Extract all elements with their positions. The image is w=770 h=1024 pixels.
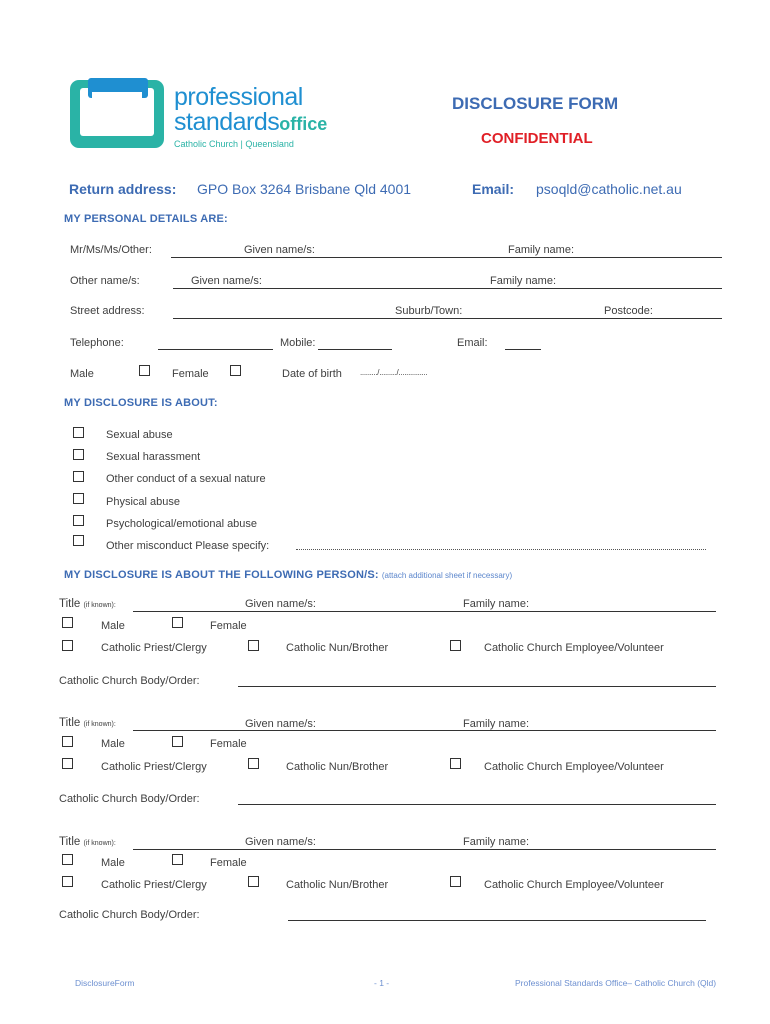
person2-female-label: Female <box>210 738 247 750</box>
physical-abuse-label: Physical abuse <box>106 496 180 508</box>
psychological-abuse-label: Psychological/emotional abuse <box>106 518 258 530</box>
personal-email-field[interactable] <box>505 349 541 350</box>
logo-line2a: standards <box>174 108 280 136</box>
person1-female-checkbox[interactable] <box>172 617 183 628</box>
person2-priest-label: Catholic Priest/Clergy <box>101 761 207 773</box>
person2-family-label: Family name: <box>463 718 530 730</box>
persons-heading-text: MY DISCLOSURE IS ABOUT THE FOLLOWING PERSON/S: <box>64 569 379 581</box>
person2-name-field[interactable] <box>133 730 716 731</box>
person1-priest-label: Catholic Priest/Clergy <box>101 642 207 654</box>
person3-priest-label: Catholic Priest/Clergy <box>101 879 207 891</box>
person2-male-checkbox[interactable] <box>62 736 73 747</box>
personal-email-label: Email: <box>457 337 488 349</box>
person1-family-label: Family name: <box>463 598 530 610</box>
person3-employee-label: Catholic Church Employee/Volunteer <box>484 879 664 891</box>
street-address-label: Street address: <box>70 305 145 317</box>
disclosure-about-heading: MY DISCLOSURE IS ABOUT: <box>64 397 218 409</box>
person1-employee-label: Catholic Church Employee/Volunteer <box>484 642 664 654</box>
title-field[interactable] <box>171 257 722 258</box>
person2-nun-label: Catholic Nun/Brother <box>286 761 389 773</box>
title-label: Mr/Ms/Ms/Other: <box>70 244 152 256</box>
suburb-label: Suburb/Town: <box>395 305 463 317</box>
given-name-2-label: Given name/s: <box>191 275 262 287</box>
person1-employee-checkbox[interactable] <box>450 640 461 651</box>
confidential-label: CONFIDENTIAL <box>481 130 593 147</box>
female-checkbox[interactable] <box>230 365 241 376</box>
other-misconduct-field[interactable] <box>296 549 706 550</box>
sexual-harassment-label: Sexual harassment <box>106 451 201 463</box>
person3-nun-checkbox[interactable] <box>248 876 259 887</box>
person2-body-field[interactable] <box>238 804 716 805</box>
physical-abuse-checkbox[interactable] <box>73 493 84 504</box>
return-address-label: Return address: <box>69 181 177 197</box>
telephone-label: Telephone: <box>70 337 124 349</box>
person1-priest-checkbox[interactable] <box>62 640 73 651</box>
person2-employee-label: Catholic Church Employee/Volunteer <box>484 761 664 773</box>
persons-heading-note: (attach additional sheet if necessary) <box>381 571 513 580</box>
person3-employee-checkbox[interactable] <box>450 876 461 887</box>
person3-male-checkbox[interactable] <box>62 854 73 865</box>
female-label: Female <box>172 368 209 380</box>
pso-logo-mark-icon <box>68 78 166 150</box>
sexual-harassment-checkbox[interactable] <box>73 449 84 460</box>
person3-title-label <box>59 836 116 848</box>
person2-title-text: Title <box>59 717 81 729</box>
footer-right: Professional Standards Office– Catholic Church (Qld) <box>515 978 717 988</box>
email-value: psoqld@catholic.net.au <box>536 181 682 197</box>
person1-body-label: Catholic Church Body/Order: <box>59 675 200 687</box>
other-misconduct-label: Other misconduct Please specify: <box>106 540 270 552</box>
person3-name-field[interactable] <box>133 849 716 850</box>
return-address-value: GPO Box 3264 Brisbane Qld 4001 <box>197 181 412 197</box>
person1-female-label: Female <box>210 620 247 632</box>
person3-priest-checkbox[interactable] <box>62 876 73 887</box>
telephone-field[interactable] <box>158 349 273 350</box>
person2-priest-checkbox[interactable] <box>62 758 73 769</box>
person1-given-label: Given name/s: <box>245 598 316 610</box>
footer-page-number: - 1 - <box>374 978 390 988</box>
logo-line2b: office <box>279 114 328 134</box>
person1-title-text: Title <box>59 598 81 610</box>
male-label: Male <box>70 368 94 380</box>
male-checkbox[interactable] <box>139 365 150 376</box>
sexual-conduct-checkbox[interactable] <box>73 471 84 482</box>
sexual-abuse-checkbox[interactable] <box>73 427 84 438</box>
postcode-label: Postcode: <box>604 305 653 317</box>
person2-body-label: Catholic Church Body/Order: <box>59 793 200 805</box>
logo-line3: Catholic Church | Queensland <box>174 139 294 149</box>
other-misconduct-checkbox[interactable] <box>73 535 84 546</box>
person2-title-label <box>59 717 116 729</box>
person1-title-note: (if known): <box>83 602 116 609</box>
family-name-label: Family name: <box>508 244 575 256</box>
other-names-label: Other name/s: <box>70 275 140 287</box>
person1-name-field[interactable] <box>133 611 716 612</box>
logo-line1: professional <box>174 83 303 111</box>
dob-field[interactable]: ........./........./............... <box>360 368 428 377</box>
logo <box>68 78 166 153</box>
person2-title-note: (if known): <box>83 721 116 728</box>
logo-line2 <box>174 109 327 140</box>
person1-body-field[interactable] <box>238 686 716 687</box>
person2-male-label: Male <box>101 738 125 750</box>
street-address-field[interactable] <box>173 318 722 319</box>
psychological-abuse-checkbox[interactable] <box>73 515 84 526</box>
person3-body-label: Catholic Church Body/Order: <box>59 909 200 921</box>
person1-nun-label: Catholic Nun/Brother <box>286 642 389 654</box>
person3-title-text: Title <box>59 836 81 848</box>
footer-left: DisclosureForm <box>75 978 135 988</box>
email-label: Email: <box>472 181 515 197</box>
person3-female-checkbox[interactable] <box>172 854 183 865</box>
person2-given-label: Given name/s: <box>245 718 316 730</box>
persons-heading <box>64 569 512 581</box>
person2-female-checkbox[interactable] <box>172 736 183 747</box>
given-name-label: Given name/s: <box>244 244 315 256</box>
person2-nun-checkbox[interactable] <box>248 758 259 769</box>
other-names-field[interactable] <box>173 288 722 289</box>
person1-title-label <box>59 598 116 610</box>
person3-female-label: Female <box>210 857 247 869</box>
person1-male-label: Male <box>101 620 125 632</box>
sexual-conduct-label: Other conduct of a sexual nature <box>106 473 266 485</box>
person1-nun-checkbox[interactable] <box>248 640 259 651</box>
person1-male-checkbox[interactable] <box>62 617 73 628</box>
person3-nun-label: Catholic Nun/Brother <box>286 879 389 891</box>
person3-male-label: Male <box>101 857 125 869</box>
person3-given-label: Given name/s: <box>245 836 316 848</box>
person3-family-label: Family name: <box>463 836 530 848</box>
person2-employee-checkbox[interactable] <box>450 758 461 769</box>
person3-body-field[interactable] <box>288 920 706 921</box>
mobile-field[interactable] <box>318 349 392 350</box>
dob-label: Date of birth <box>282 368 342 380</box>
personal-details-heading: MY PERSONAL DETAILS ARE: <box>64 213 228 225</box>
form-title: DISCLOSURE FORM <box>452 94 619 113</box>
family-name-2-label: Family name: <box>490 275 557 287</box>
person3-title-note: (if known): <box>83 840 116 847</box>
mobile-label: Mobile: <box>280 337 316 349</box>
sexual-abuse-label: Sexual abuse <box>106 429 173 441</box>
